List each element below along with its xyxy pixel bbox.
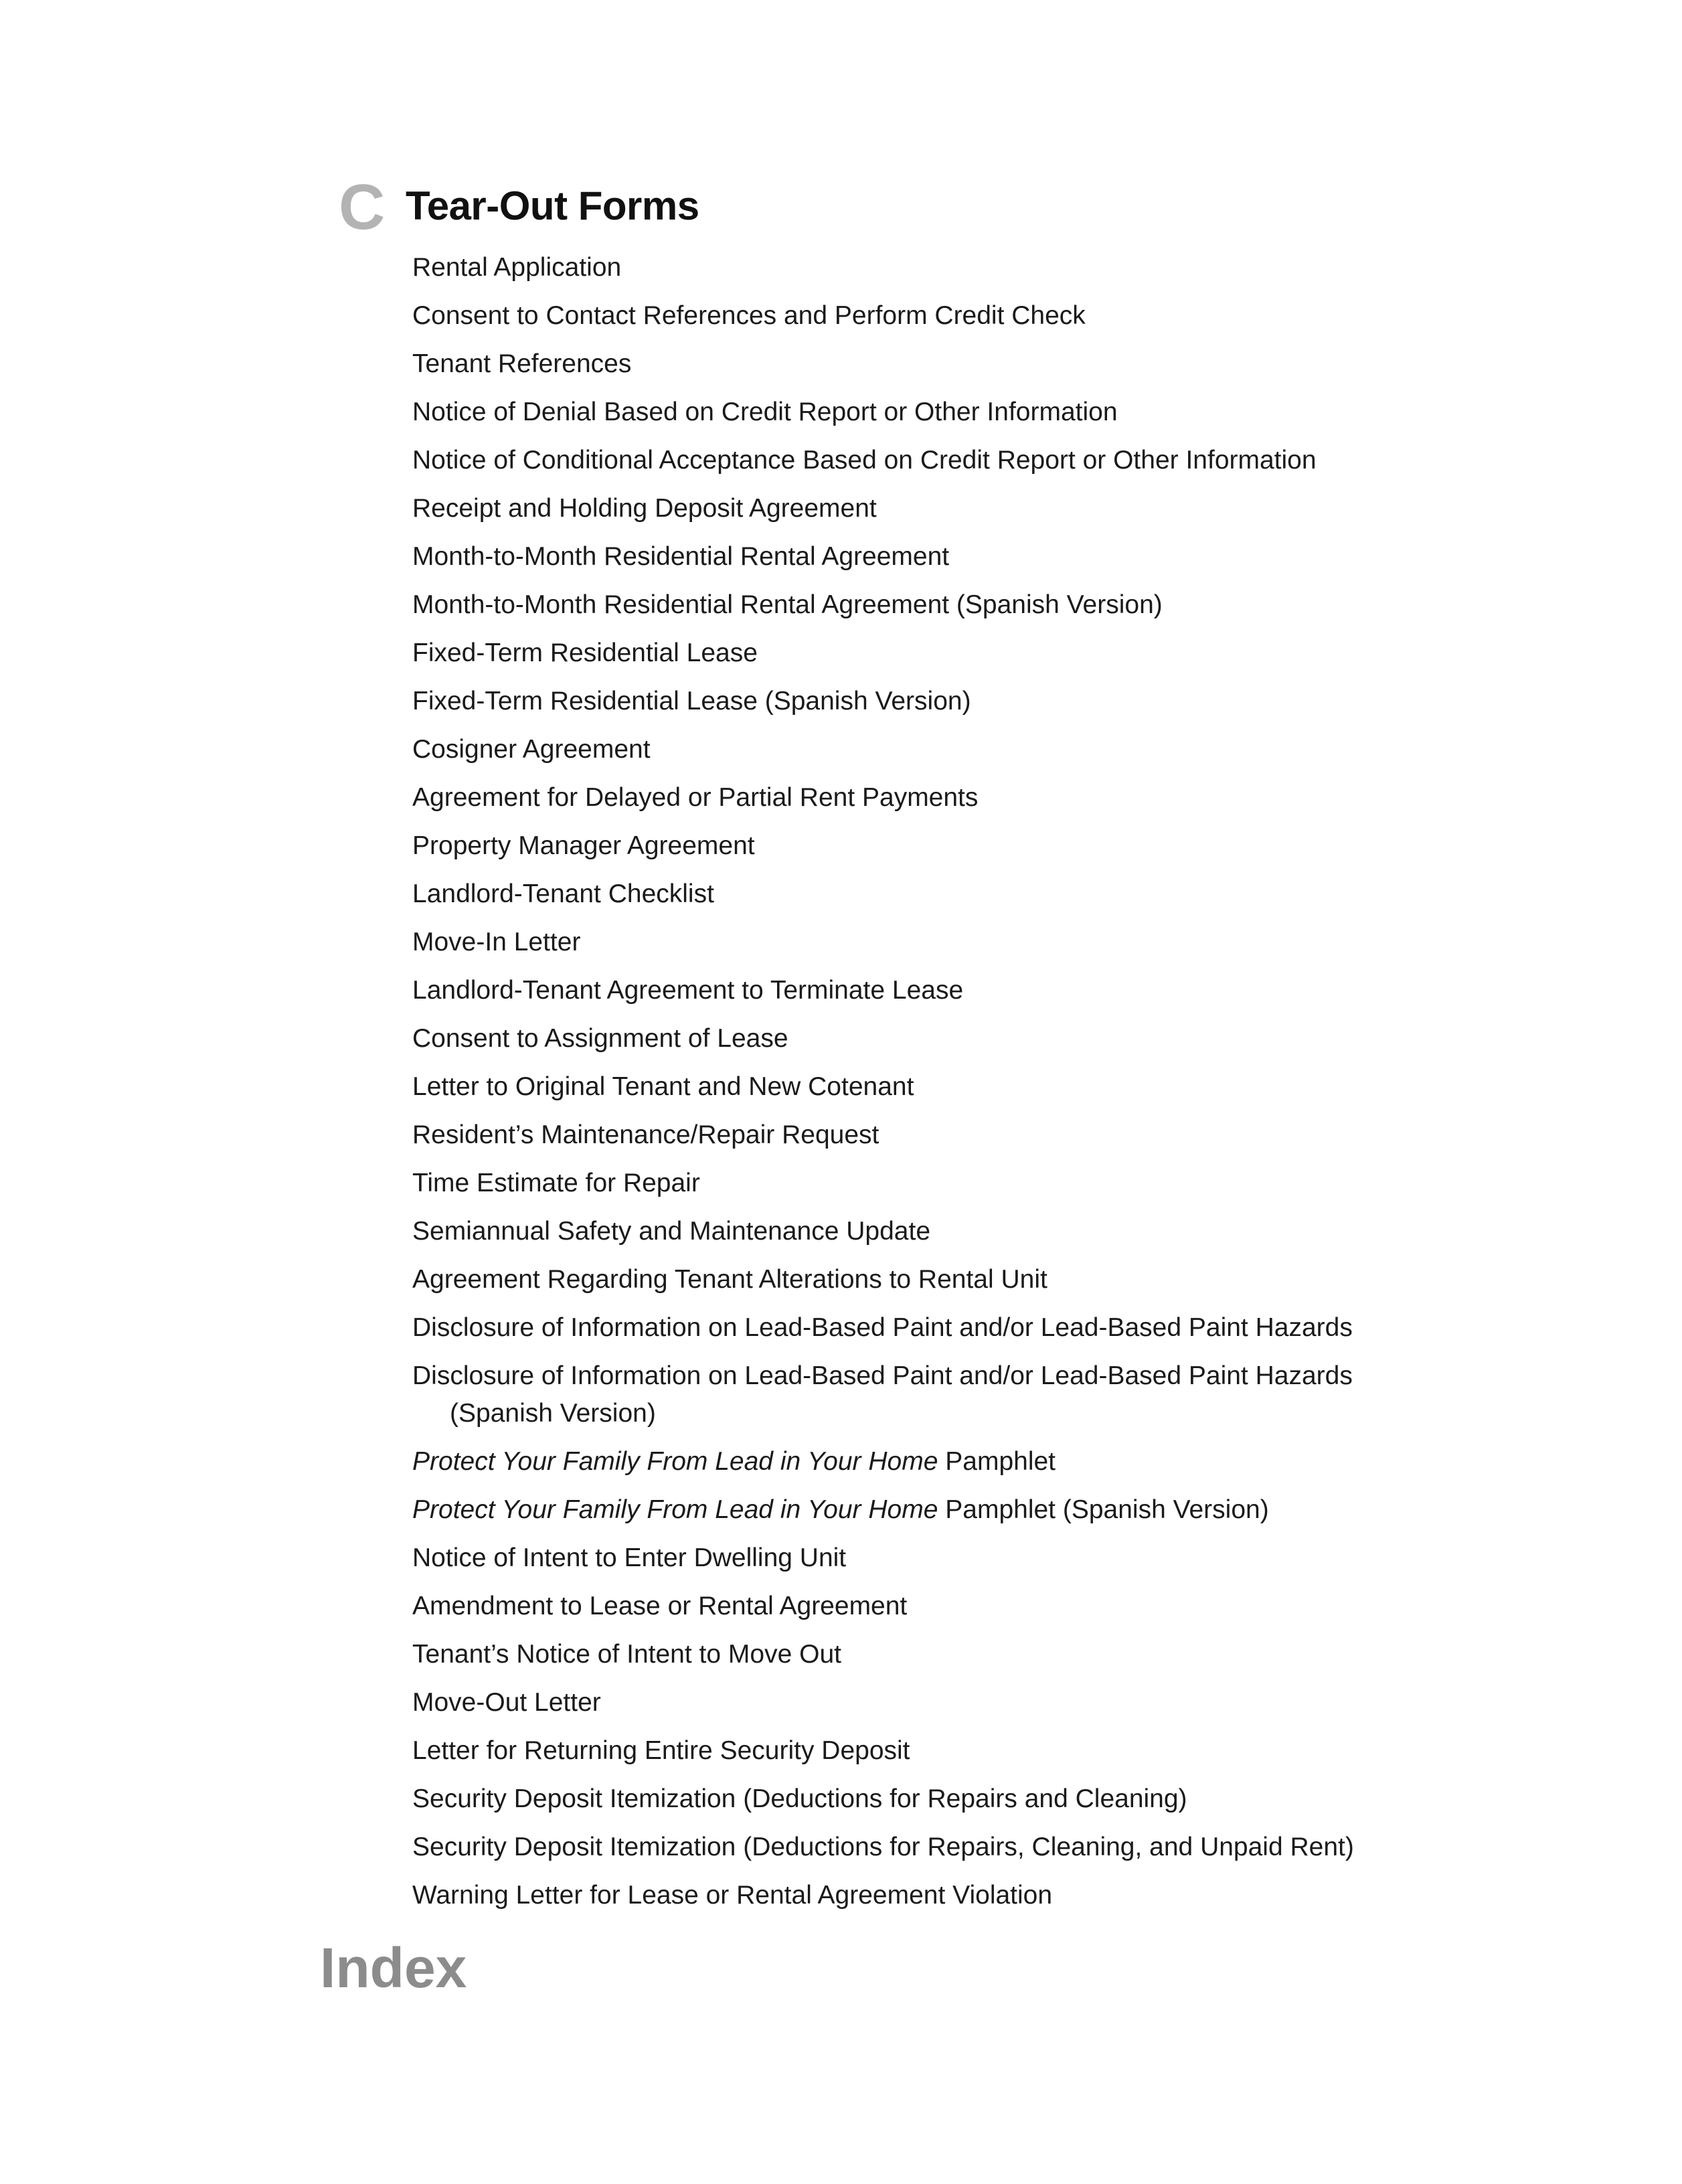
list-item[interactable]: Notice of Intent to Enter Dwelling Unit — [412, 1543, 847, 1572]
pamphlet-suffix: Pamphlet — [938, 1447, 1056, 1476]
list-item[interactable]: Security Deposit Itemization (Deductions for Repairs and Cleaning) — [412, 1784, 1187, 1813]
list-item[interactable]: Resident’s Maintenance/Repair Request — [412, 1120, 879, 1149]
section-title: Tear-Out Forms — [406, 183, 699, 228]
list-item[interactable]: Move-In Letter — [412, 928, 581, 956]
list-item[interactable]: Month-to-Month Residential Rental Agreement (Spanish Version) — [412, 590, 1163, 619]
appendix-letter: C — [339, 171, 386, 243]
list-item[interactable]: Agreement for Delayed or Partial Rent Payments — [412, 783, 979, 812]
list-item[interactable]: Landlord-Tenant Agreement to Terminate Lease — [412, 976, 964, 1005]
list-item[interactable]: Letter to Original Tenant and New Cotenant — [412, 1072, 914, 1101]
list-item-continuation: (Spanish Version) — [450, 1399, 656, 1428]
pamphlet-title: Protect Your Family From Lead in Your Home — [412, 1495, 938, 1524]
list-item[interactable]: Cosigner Agreement — [412, 735, 651, 764]
list-item-pamphlet[interactable] — [412, 1443, 1416, 1481]
list-item[interactable]: Month-to-Month Residential Rental Agreement — [412, 542, 950, 571]
list-item[interactable]: Property Manager Agreement — [412, 831, 755, 860]
list-item[interactable]: Move-Out Letter — [412, 1688, 601, 1717]
index-heading[interactable]: Index — [320, 1936, 467, 1999]
list-item-disclosure-spanish[interactable] — [412, 1357, 1416, 1432]
list-item[interactable]: Fixed-Term Residential Lease — [412, 639, 758, 667]
list-item-pamphlet-spanish[interactable] — [412, 1491, 1416, 1529]
list-item[interactable]: Tenant References — [412, 349, 632, 378]
list-item[interactable]: Security Deposit Itemization (Deductions for Repairs, Cleaning, and Unpaid Rent) — [412, 1833, 1354, 1861]
form-list — [412, 249, 1416, 1925]
list-item[interactable]: Agreement Regarding Tenant Alterations to Rental Unit — [412, 1265, 1047, 1294]
list-item[interactable]: Warning Letter for Lease or Rental Agreement Violation — [412, 1881, 1053, 1910]
list-item[interactable]: Rental Application — [412, 253, 622, 282]
list-item[interactable]: Notice of Conditional Acceptance Based on Credit Report or Other Information — [412, 446, 1317, 475]
list-item-line: Disclosure of Information on Lead-Based Paint and/or Lead-Based Paint Hazards — [412, 1361, 1353, 1390]
list-item[interactable]: Consent to Assignment of Lease — [412, 1024, 788, 1053]
list-item[interactable]: Letter for Returning Entire Security Deposit — [412, 1736, 910, 1765]
list-item[interactable]: Time Estimate for Repair — [412, 1169, 700, 1197]
pamphlet-title: Protect Your Family From Lead in Your Home — [412, 1447, 938, 1476]
list-item[interactable]: Semiannual Safety and Maintenance Update — [412, 1217, 931, 1246]
list-item[interactable]: Fixed-Term Residential Lease (Spanish Version) — [412, 687, 971, 716]
list-item[interactable]: Tenant’s Notice of Intent to Move Out — [412, 1640, 841, 1669]
list-item[interactable]: Notice of Denial Based on Credit Report or Other Information — [412, 398, 1118, 426]
list-item[interactable]: Amendment to Lease or Rental Agreement — [412, 1592, 908, 1620]
pamphlet-suffix: Pamphlet (Spanish Version) — [938, 1495, 1269, 1524]
list-item[interactable]: Consent to Contact References and Perform Credit Check — [412, 301, 1086, 330]
list-item[interactable]: Disclosure of Information on Lead-Based Paint and/or Lead-Based Paint Hazards — [412, 1313, 1353, 1342]
list-item[interactable]: Landlord-Tenant Checklist — [412, 879, 714, 908]
list-item[interactable]: Receipt and Holding Deposit Agreement — [412, 494, 877, 523]
